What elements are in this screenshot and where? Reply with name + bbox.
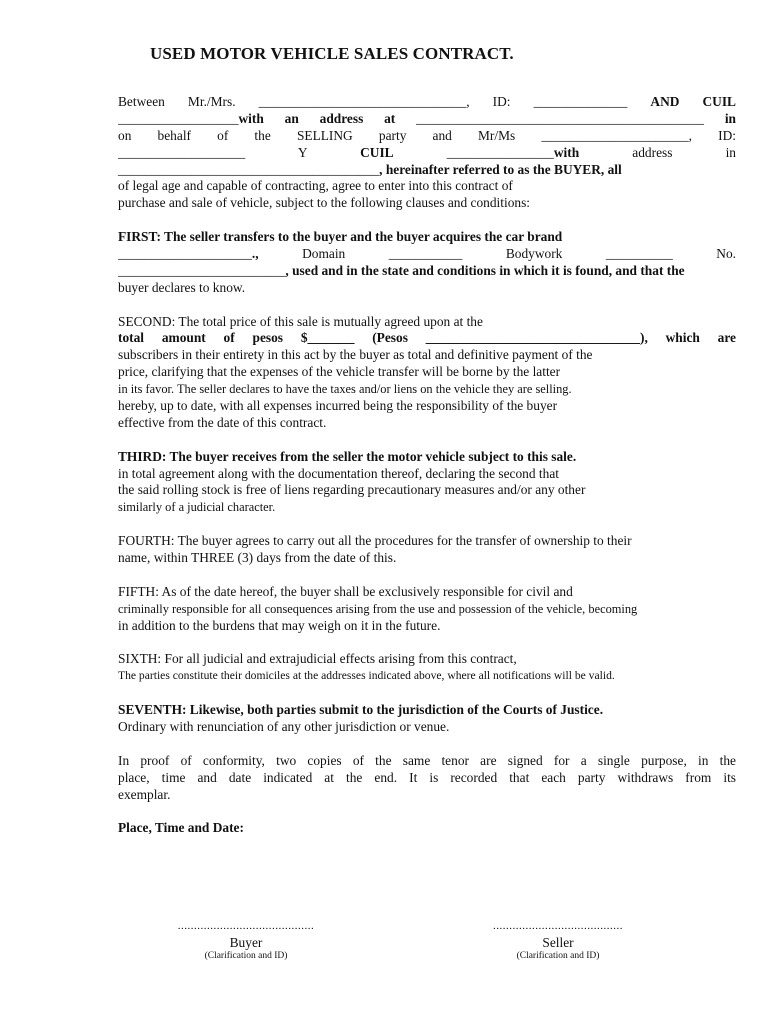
- clause-first-line-2: ____________________., Domain ___________ Bodywork __________ No.: [118, 246, 736, 262]
- buyer-label: Buyer: [229, 935, 263, 950]
- proof-line-2: place, time and date indicated at the end. It is recorded that each party withdraws from its: [118, 769, 736, 785]
- parties-line-3: on behalf of the SELLING party and Mr/Ms ______________________, ID:: [118, 127, 736, 143]
- clause-third-line-2: in total agreement along with the documentation thereof, declaring the second that: [118, 465, 559, 481]
- clause-second-line-2: total amount of pesos $_______ (Pesos ________________________________), which are: [118, 330, 736, 346]
- contract-title: USED MOTOR VEHICLE SALES CONTRACT.: [150, 44, 514, 63]
- clause-fifth-line-1: FIFTH: As of the date hereof, the buyer shall be exclusively responsible for civil and: [118, 583, 573, 599]
- clause-fifth-line-2: criminally responsible for all consequences arising from the use and possession of the vehicle, becoming: [118, 601, 638, 616]
- clause-second-line-7: effective from the date of this contract.: [118, 414, 327, 430]
- clause-fourth-line-2: name, within THREE (3) days from the date of this.: [118, 550, 397, 566]
- clause-fourth-line-1: FOURTH: The buyer agrees to carry out all the procedures for the transfer of ownership to their: [118, 533, 632, 549]
- buyer-signature-block: [158, 920, 334, 962]
- place-time-date-label: Place, Time and Date:: [118, 820, 244, 836]
- parties-line-6: of legal age and capable of contracting, agree to enter into this contract of: [118, 178, 513, 194]
- seller-label: Seller: [542, 935, 574, 950]
- clause-third-line-3: the said rolling stock is free of liens regarding precautionary measures and/or any other: [118, 482, 586, 498]
- parties-line-1: Between Mr./Mrs. _______________________________, ID: ______________ AND CUIL: [118, 94, 736, 109]
- contract-body: [118, 94, 736, 837]
- seller-signature-block: [474, 920, 642, 962]
- clause-first-heading: FIRST: The seller transfers to the buyer and the buyer acquires the car brand: [118, 229, 563, 245]
- clause-first-line-3: _________________________, used and in the state and conditions in which it is found, and that the: [118, 262, 685, 278]
- clause-seventh-heading: SEVENTH: Likewise, both parties submit to the jurisdiction of the Courts of Justice.: [118, 702, 604, 718]
- buyer-clarification-note: (Clarification and ID): [204, 951, 288, 961]
- clause-third-heading: THIRD: The buyer receives from the seller the motor vehicle subject to this sale.: [118, 448, 577, 464]
- seller-clarification-note: (Clarification and ID): [516, 951, 600, 961]
- parties-line-7: purchase and sale of vehicle, subject to the following clauses and conditions:: [118, 195, 531, 211]
- proof-line-3: exemplar.: [118, 786, 171, 802]
- seller-signature-line: ........................................: [493, 920, 623, 932]
- proof-line-1: In proof of conformity, two copies of the same tenor are signed for a single purpose, in the: [118, 752, 736, 768]
- clause-second-line-5: in its favor. The seller declares to have the taxes and/or liens on the vehicle they are selling.: [118, 382, 572, 397]
- parties-line-5: _______________________________________, hereinafter referred to as the BUYER, all: [118, 161, 622, 177]
- parties-line-2: __________________with an address at ___________________________________________ in: [118, 110, 736, 126]
- clause-second-line-3: subscribers in their entirety in this act by the buyer as total and definitive payment of the: [118, 347, 593, 363]
- buyer-signature-line: ..........................................: [177, 920, 315, 932]
- clause-first-line-4: buyer declares to know.: [118, 279, 246, 295]
- clause-third-line-4: similarly of a judicial character.: [118, 500, 276, 515]
- clause-sixth-line-1: SIXTH: For all judicial and extrajudicial effects arising from this contract,: [118, 651, 517, 667]
- clause-seventh-line-2: Ordinary with renunciation of any other jurisdiction or venue.: [118, 718, 450, 734]
- clause-second-line-1: SECOND: The total price of this sale is mutually agreed upon at the: [118, 313, 483, 329]
- clause-fifth-line-3: in addition to the burdens that may weigh on it in the future.: [118, 617, 441, 633]
- clause-second-line-4: price, clarifying that the expenses of the vehicle transfer will be borne by the latter: [118, 364, 561, 380]
- clause-sixth-line-2: The parties constitute their domiciles at the addresses indicated above, where all notifications will be valid.: [118, 669, 615, 683]
- clause-second-line-6: hereby, up to date, with all expenses incurred being the responsibility of the buyer: [118, 398, 558, 414]
- parties-line-4: ___________________ Y CUIL ________________with address in: [118, 144, 736, 160]
